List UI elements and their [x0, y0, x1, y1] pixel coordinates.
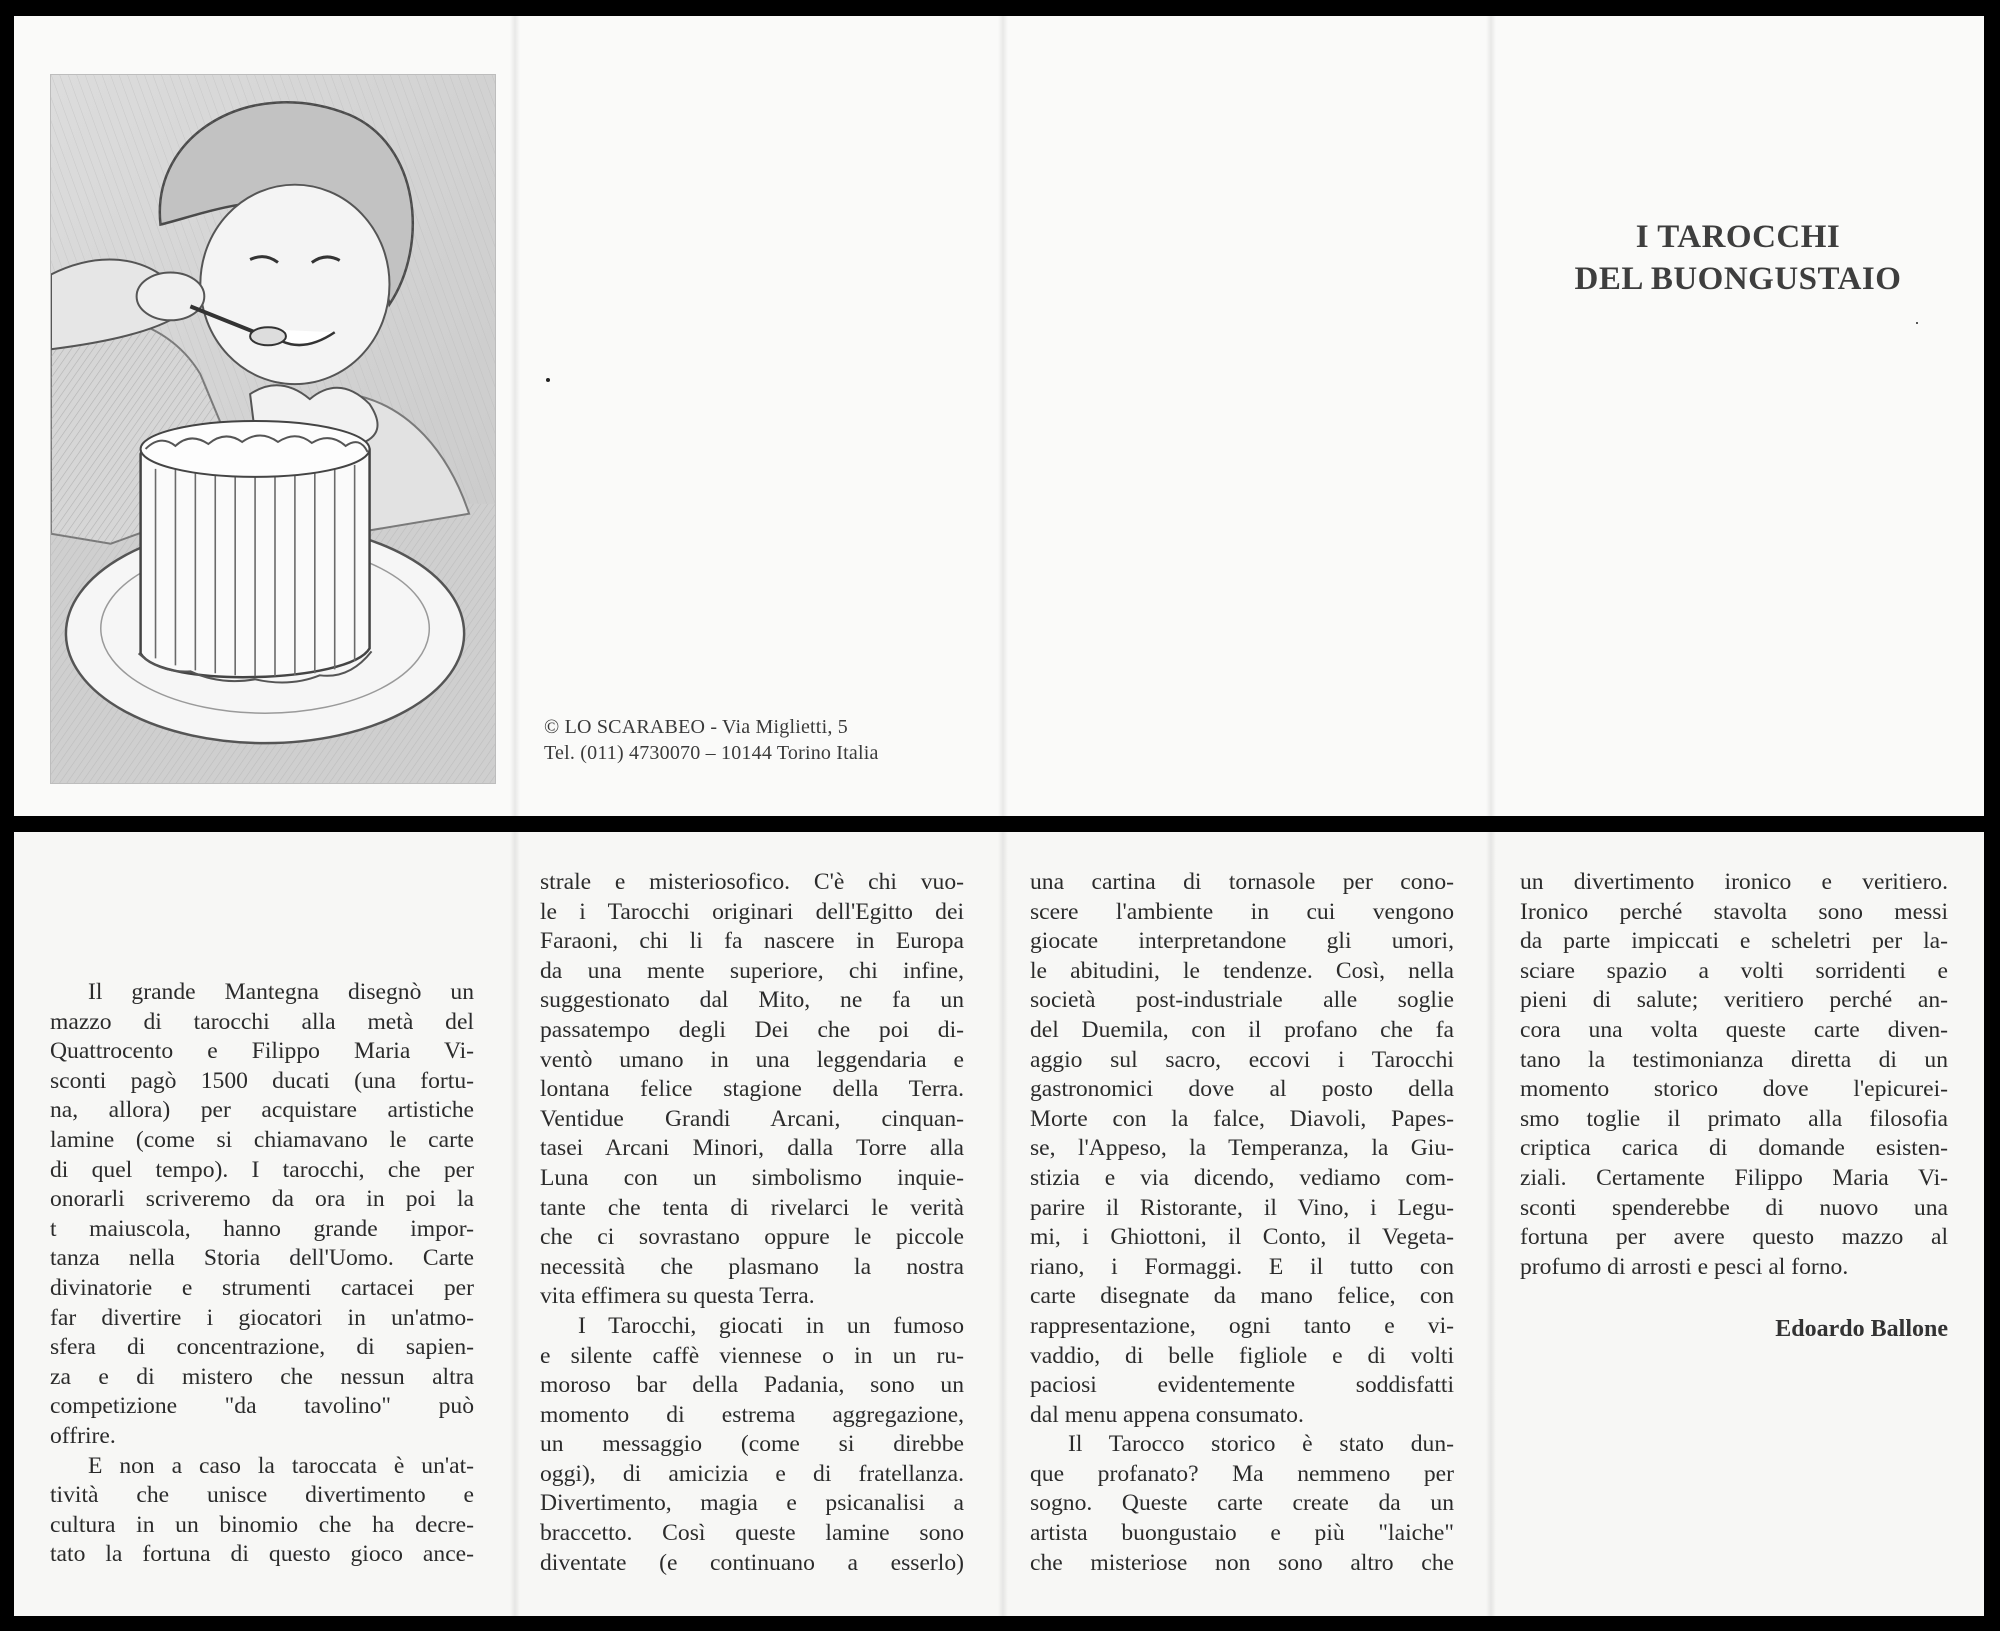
- text-line: di quel tempo). I tarocchi, che per: [50, 1156, 474, 1183]
- cover-title: [1498, 216, 1978, 300]
- text-line: cora una volta queste carte diven-: [1520, 1016, 1948, 1043]
- text-line: artista buongustaio e più "laiche": [1030, 1520, 1454, 1547]
- copyright-line-address: © LO SCARABEO - Via Miglietti, 5: [544, 716, 848, 738]
- text-line: Morte con la falce, Diavoli, Papes-: [1030, 1105, 1454, 1132]
- text-line: Faraoni, chi li fa nascere in Europa: [540, 928, 964, 955]
- text-line: suggestionato dal Mito, ne fa un: [540, 987, 964, 1014]
- text-line: dal menu appena consumato.: [1030, 1401, 1304, 1428]
- text-line: lontana felice stagione della Terra.: [540, 1076, 964, 1103]
- text-column-2: [540, 868, 964, 1578]
- text-line: gastronomici dove al posto della: [1030, 1076, 1454, 1103]
- text-line: Il grande Mantegna disegnò un: [88, 979, 474, 1005]
- text-line: Luna con un simbolismo inquie-: [540, 1164, 964, 1191]
- text-line: sciare spazio a volti sorridenti e: [1520, 957, 1948, 984]
- text-line: ziali. Certamente Filippo Maria Vi-: [1520, 1164, 1948, 1191]
- text-line: scere l'ambiente in cui vengono: [1030, 898, 1454, 925]
- text-line: e silente caffè viennese o in un ru-: [540, 1342, 964, 1369]
- text-line: tività che unisce divertimento e: [50, 1482, 474, 1509]
- text-line: lamine (come si chiamavano le carte: [50, 1126, 474, 1153]
- fold-line-1: [510, 832, 520, 1616]
- text-column-1: [50, 978, 474, 1570]
- text-line: da parte impiccati e scheletri per la-: [1520, 928, 1948, 955]
- text-line: se, l'Appeso, la Temperanza, la Giu-: [1030, 1135, 1454, 1162]
- print-speck: [546, 378, 550, 382]
- text-line: rappresentazione, ogni tanto e vi-: [1030, 1312, 1454, 1339]
- text-line: Il Tarocco storico è stato dun-: [1068, 1431, 1454, 1458]
- copyright-notice: [544, 714, 1004, 766]
- text-line: Ventidue Grandi Arcani, cinquan-: [540, 1105, 964, 1132]
- text-line: Divertimento, magia e psicanalisi a: [540, 1490, 964, 1517]
- text-line: necessità che plasmano la nostra: [540, 1253, 964, 1280]
- print-speck: [1916, 322, 1918, 324]
- text-line: vita effimera su questa Terra.: [540, 1283, 815, 1310]
- text-line: profumo di arrosti e pesci al forno.: [1520, 1253, 1849, 1280]
- text-line: parire il Ristorante, il Vino, i Legu-: [1030, 1194, 1454, 1221]
- text-line: criptica carica di domande esisten-: [1520, 1135, 1948, 1162]
- text-line: que profanato? Ma nemmeno per: [1030, 1460, 1454, 1487]
- text-line: riano, i Formaggi. E il tutto con: [1030, 1253, 1454, 1280]
- cover-sheet: [14, 16, 1984, 816]
- text-line: onorarli scriveremo da ora in poi la: [50, 1186, 474, 1213]
- title-line-2: DEL BUONGUSTAIO: [1574, 261, 1902, 297]
- text-line: stizia e via dicendo, vediamo com-: [1030, 1164, 1454, 1191]
- fold-line-2: [998, 16, 1008, 816]
- text-line: t maiuscola, hanno grande impor-: [50, 1215, 474, 1242]
- text-line: un divertimento ironico e veritiero.: [1520, 869, 1948, 895]
- text-line: cultura in un binomio che ha decre-: [50, 1511, 474, 1538]
- cover-illustration: [50, 74, 496, 784]
- text-line: competizione "da tavolino" può: [50, 1393, 474, 1420]
- text-line: un messaggio (come si direbbe: [540, 1431, 964, 1458]
- text-line: che ci sovrastano oppure le piccole: [540, 1224, 964, 1251]
- text-line: offrire.: [50, 1422, 116, 1449]
- text-line: società post-industriale alle soglie: [1030, 987, 1454, 1014]
- text-line: mi, i Ghiottoni, il Conto, il Vegeta-: [1030, 1224, 1454, 1251]
- text-line: tato la fortuna di questo gioco ance-: [50, 1541, 474, 1568]
- title-line-1: I TAROCCHI: [1635, 219, 1841, 255]
- fold-line-2: [998, 832, 1008, 1616]
- text-line: del Duemila, con il profano che fa: [1030, 1016, 1454, 1043]
- text-line: strale e misteriosofico. C'è chi vuo-: [540, 869, 964, 895]
- text-line: vaddio, di belle figliole e di volti: [1030, 1342, 1454, 1369]
- text-line: pieni di salute; veritiero perché an-: [1520, 987, 1948, 1014]
- text-line: aggio sul sacro, eccovi i Tarocchi: [1030, 1046, 1454, 1073]
- text-line: tanza nella Storia dell'Uomo. Carte: [50, 1245, 474, 1272]
- text-line: za e di mistero che nessun altra: [50, 1363, 474, 1390]
- author-signature: Edoardo Ballone: [1775, 1316, 1948, 1342]
- text-line: tante che tenta di rivelarci le verità: [540, 1194, 964, 1221]
- text-line: una cartina di tornasole per cono-: [1030, 869, 1454, 895]
- text-line: smo toglie il primato alla filosofia: [1520, 1105, 1948, 1132]
- fold-line-3: [1486, 16, 1496, 816]
- text-line: na, allora) per acquistare artistiche: [50, 1097, 474, 1124]
- text-line: mazzo di tarocchi alla metà del: [50, 1008, 474, 1035]
- text-line: paciosi evidentemente soddisfatti: [1030, 1372, 1454, 1399]
- fold-line-1: [510, 16, 520, 816]
- text-line: carte disegnate da mano felice, con: [1030, 1283, 1454, 1310]
- text-line: sfera di concentrazione, di sapien-: [50, 1334, 474, 1361]
- text-line: Quattrocento e Filippo Maria Vi-: [50, 1038, 474, 1065]
- text-line: passatempo degli Dei che poi di-: [540, 1016, 964, 1043]
- text-column-4: [1520, 868, 1948, 1282]
- text-line: che misteriose non sono altro che: [1030, 1549, 1454, 1576]
- text-line: E non a caso la taroccata è un'at-: [88, 1452, 474, 1479]
- text-line: moroso bar della Padania, sono un: [540, 1372, 964, 1399]
- text-line: far divertire i giocatori in un'atmo-: [50, 1304, 474, 1331]
- text-line: da una mente superiore, chi infine,: [540, 957, 964, 984]
- fold-line-3: [1486, 832, 1496, 1616]
- text-line: braccetto. Così queste lamine sono: [540, 1520, 964, 1547]
- text-line: momento di estrema aggregazione,: [540, 1401, 964, 1428]
- text-line: tasei Arcani Minori, dalla Torre alla: [540, 1135, 964, 1162]
- text-line: tano la testimonianza diretta di un: [1520, 1046, 1948, 1073]
- text-line: fortuna per avere questo mazzo al: [1520, 1224, 1948, 1251]
- text-line: momento storico dove l'epicurei-: [1520, 1076, 1948, 1103]
- text-line: giocate interpretandone gli umori,: [1030, 928, 1454, 955]
- text-line: sconti pagò 1500 ducati (una fortu-: [50, 1067, 474, 1094]
- text-line: divinatorie e strumenti cartacei per: [50, 1274, 474, 1301]
- text-line: le i Tarocchi originari dell'Egitto dei: [540, 898, 964, 925]
- text-line: le abitudini, le tendenze. Così, nella: [1030, 957, 1454, 984]
- text-column-3: [1030, 868, 1454, 1578]
- text-line: oggi), di amicizia e di fratellanza.: [540, 1460, 964, 1487]
- text-line: diventate (e continuano a esserlo): [540, 1549, 964, 1576]
- text-line: Ironico perché stavolta sono messi: [1520, 898, 1948, 925]
- text-line: sconti spenderebbe di nuovo una: [1520, 1194, 1948, 1221]
- text-line: I Tarocchi, giocati in un fumoso: [578, 1312, 964, 1339]
- girl-eating-cake-drawing: [51, 75, 495, 783]
- copyright-line-phone: Tel. (011) 4730070 – 10144 Torino Italia: [544, 742, 879, 764]
- text-line: ventò umano in una leggendaria e: [540, 1046, 964, 1073]
- text-line: sogno. Queste carte create da un: [1030, 1490, 1454, 1517]
